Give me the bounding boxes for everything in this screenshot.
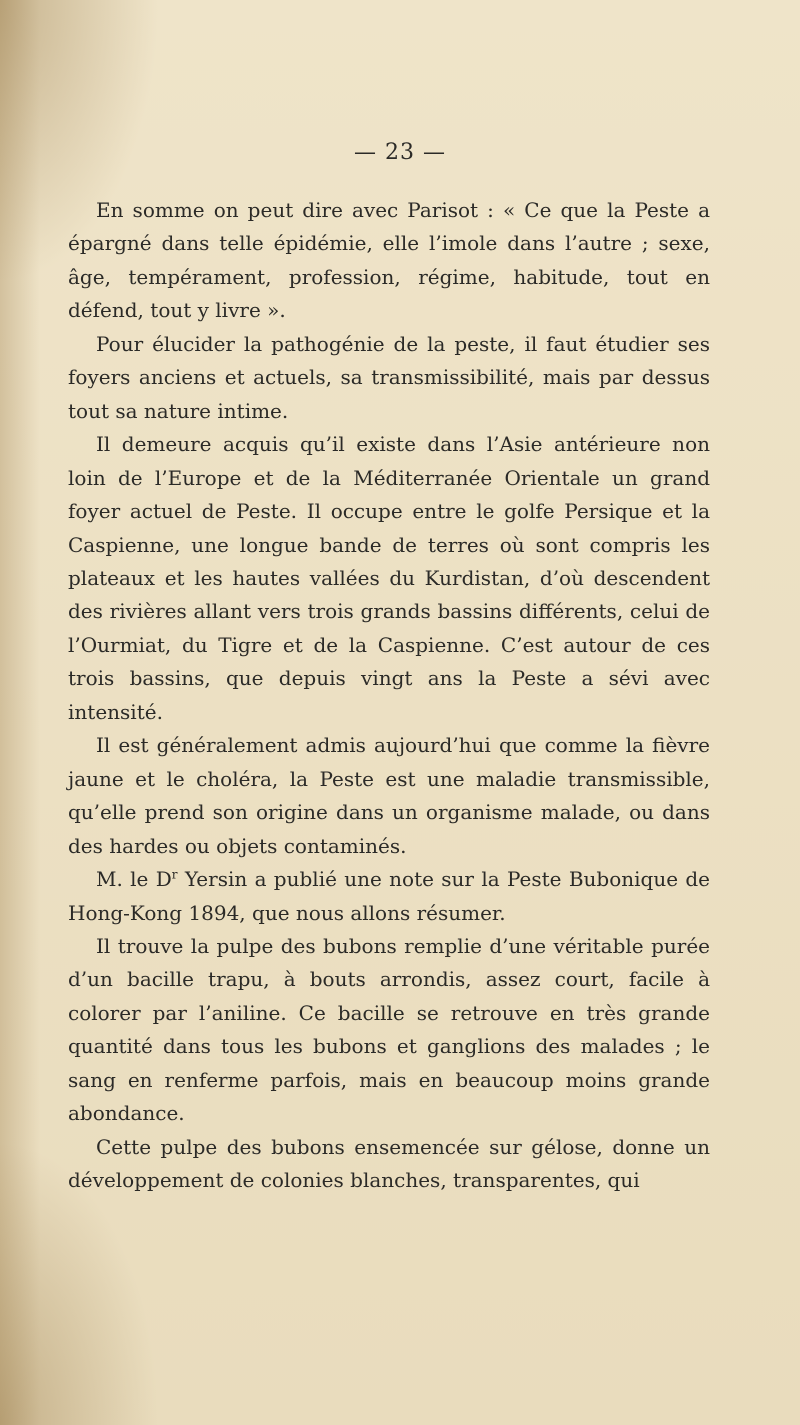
paragraph-transmissible: Il est généralement admis aujourd’hui que comme la fièvre jaune et le choléra, la Peste est une maladie transmissible, qu’elle prend son origine dans un organisme malade, ou dans des hardes ou objets contaminés. [68, 733, 710, 858]
doctor-superscript: r [171, 867, 178, 882]
paragraph-asie-foyer: Il demeure acquis qu’il existe dans l’Asie antérieure non loin de l’Europe et de la Méditerranée Orientale un grand foyer actuel de Peste. Il occupe entre le golfe Persique et la Caspienne, une longue bande de terres où sont compris les plateaux et les hautes vallées du Kurdistan, d’où descendent des rivières allant vers trois grands bassins différents, celui de l’Ourmiat, du Tigre et de la Caspienne. C’est autour de ces trois bassins, que depuis vingt ans la Peste a sévi avec intensité. [68, 432, 710, 724]
paragraph-parisot-quote: En somme on peut dire avec Parisot : « Ce que la Peste a épargné dans telle épidémie, elle l’imole dans l’autre ; sexe, âge, tempérament, profession, régime, habitude, tout en défend, tout y livre ». [68, 198, 710, 323]
yersin-text-before: M. le D [96, 867, 172, 892]
yersin-text-after: Yersin a publié une note sur la Peste Bubonique de Hong-Kong 1894, que nous allons résumer. [68, 867, 710, 925]
body-text [68, 194, 710, 1198]
page-number: — 23 — [354, 140, 446, 165]
paragraph-yersin [68, 863, 710, 930]
paragraph-pathogenie: Pour élucider la pathogénie de la peste, il faut étudier ses foyers anciens et actuels, sa transmissibilité, mais par dessus tout sa nature intime. [68, 331, 710, 423]
paragraph-gelose: Cette pulpe des bubons ensemencée sur gélose, donne un développement de colonies blanches, transparentes, qui [68, 1134, 710, 1193]
paragraph-bubons: Il trouve la pulpe des bubons remplie d’une véritable purée d’un bacille trapu, à bouts arrondis, assez court, facile à colorer par l’aniline. Ce bacille se retrouve en très grande quantité dans tous les bubons et ganglions des malades ; le sang en renferme parfois, mais en beaucoup moins grande abondance. [68, 933, 710, 1126]
